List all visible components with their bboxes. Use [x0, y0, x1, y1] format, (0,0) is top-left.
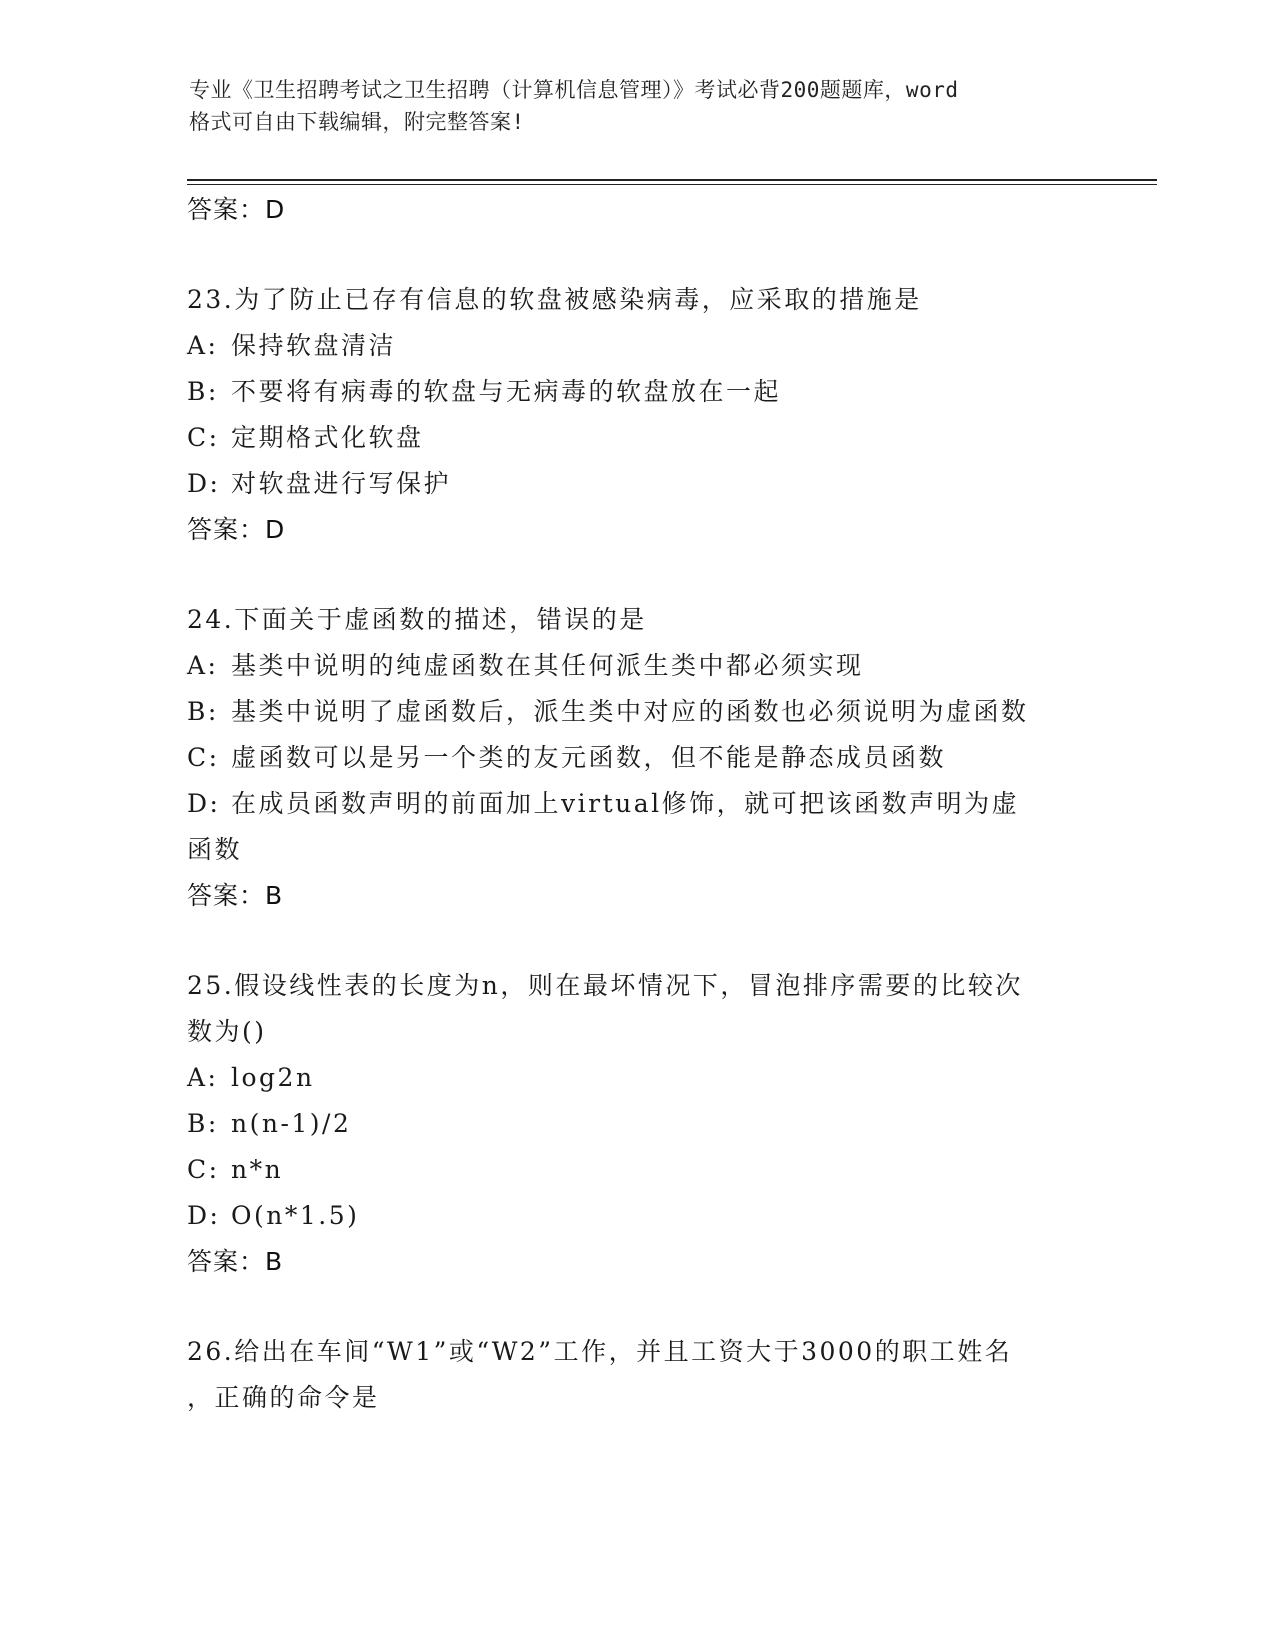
question-block: [187, 963, 1087, 1285]
question-stem-line: 26.给出在车间“W1”或“W2”工作，并且工资大于3000的职工姓名: [187, 1337, 1013, 1366]
option-letter: D:: [187, 469, 221, 498]
question-gap: [187, 233, 1087, 277]
question-block: [187, 1329, 1087, 1421]
option-line: [187, 415, 1087, 461]
answer-line: 答案：D: [187, 515, 286, 544]
question-stem-line: 25.假设线性表的长度为n，则在最坏情况下，冒泡排序需要的比较次: [187, 971, 1023, 1000]
option-letter: C:: [187, 743, 220, 772]
option-line: [187, 1101, 1087, 1147]
option-text: 保持软盘清洁: [231, 331, 397, 360]
option-line: [187, 689, 1087, 735]
option-text: 虚函数可以是另一个类的友元函数，但不能是静态成员函数: [231, 743, 947, 772]
header-line-1: 专业《卫生招聘考试之卫生招聘（计算机信息管理）》考试必背200题题库，word: [189, 78, 959, 102]
option-text: 在成员函数声明的前面加上virtual修饰，就可把该函数声明为虚: [231, 789, 1020, 818]
question-stem-line: 24.下面关于虚函数的描述，错误的是: [187, 605, 647, 634]
option-line: [187, 323, 1087, 369]
option-letter: B:: [187, 1109, 219, 1138]
answer-line: 答案：B: [187, 1247, 284, 1276]
option-line: [187, 643, 1087, 689]
option-text: 函数: [187, 835, 243, 864]
question-gap: [187, 553, 1087, 597]
header-divider-thin: [187, 184, 1157, 185]
option-text: n*n: [231, 1155, 284, 1184]
option-text: 基类中说明了虚函数后，派生类中对应的函数也必须说明为虚函数: [231, 697, 1029, 726]
option-line: [187, 369, 1087, 415]
option-letter: D:: [187, 789, 221, 818]
option-text: 基类中说明的纯虚函数在其任何派生类中都必须实现: [231, 651, 864, 680]
option-letter: B:: [187, 377, 219, 406]
option-text: log2n: [231, 1063, 315, 1092]
option-text: 定期格式化软盘: [231, 423, 424, 452]
option-line: [187, 827, 1087, 873]
option-letter: A:: [187, 651, 219, 680]
option-letter: C:: [187, 1155, 220, 1184]
answer-line: 答案：B: [187, 881, 284, 910]
question-gap: [187, 919, 1087, 963]
question-stem-line: 数为(): [187, 1017, 267, 1046]
option-line: [187, 1193, 1087, 1239]
page-header: [189, 74, 1089, 138]
option-line: [187, 735, 1087, 781]
question-block: [187, 597, 1087, 919]
option-text: 对软盘进行写保护: [231, 469, 452, 498]
option-text: 不要将有病毒的软盘与无病毒的软盘放在一起: [231, 377, 782, 406]
option-line: [187, 1055, 1087, 1101]
answer-line: 答案：D: [187, 195, 286, 224]
question-gap: [187, 1285, 1087, 1329]
question-block: [187, 277, 1087, 553]
option-line: [187, 781, 1087, 827]
option-letter: A:: [187, 331, 219, 360]
option-letter: A:: [187, 1063, 219, 1092]
header-divider-thick: [187, 179, 1157, 181]
question-stem-line: ，正确的命令是: [187, 1383, 380, 1412]
option-letter: C:: [187, 423, 220, 452]
option-letter: D:: [187, 1201, 221, 1230]
option-text: n(n-1)/2: [231, 1109, 352, 1138]
header-line-2: 格式可自由下载编辑，附完整答案!: [189, 110, 525, 134]
option-line: [187, 1147, 1087, 1193]
option-line: [187, 461, 1087, 507]
option-letter: B:: [187, 697, 219, 726]
question-stem-line: 23.为了防止已存有信息的软盘被感染病毒，应采取的措施是: [187, 285, 922, 314]
question-list: [187, 187, 1087, 1421]
option-text: O(n*1.5): [231, 1201, 360, 1230]
